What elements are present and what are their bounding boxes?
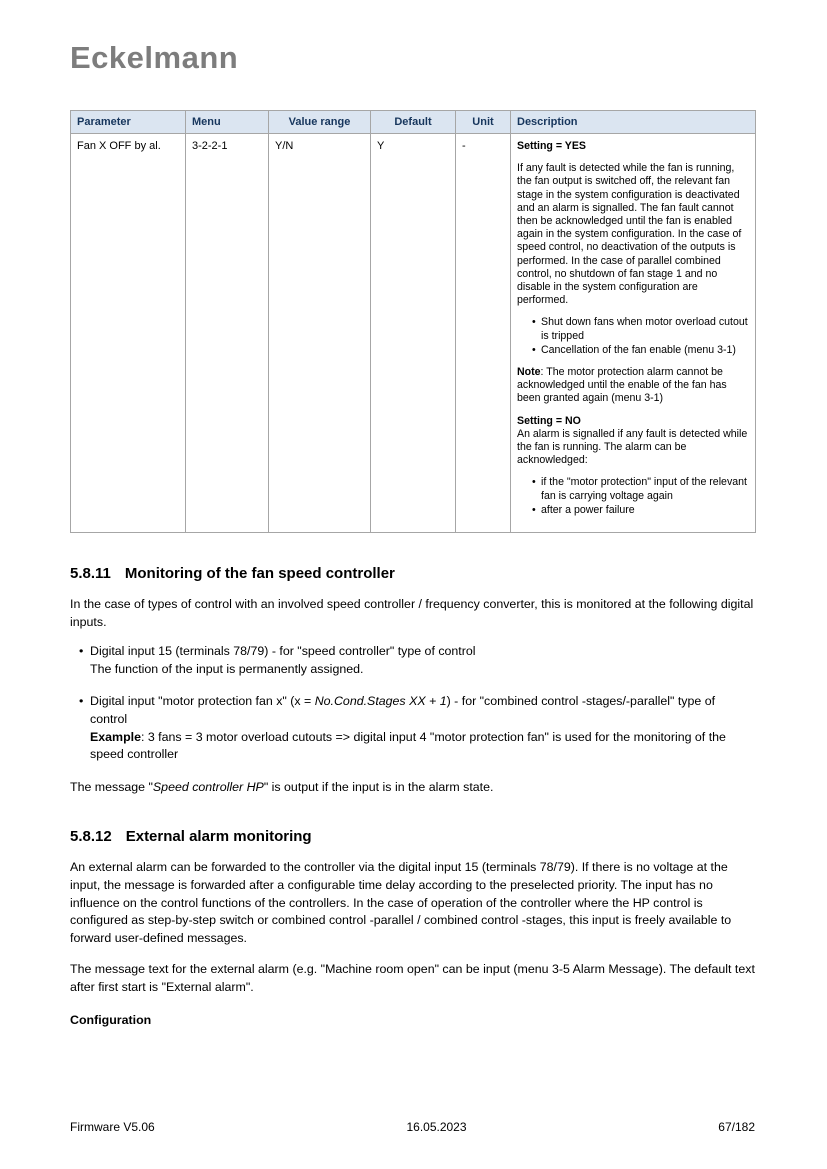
- page-footer: [70, 1120, 755, 1134]
- section-title: Monitoring of the fan speed controller: [124, 565, 395, 583]
- eckelmann-logo: Eckelmann: [70, 40, 239, 75]
- bullet2-part1: Digital input "motor protection fan x" (x =: [90, 694, 315, 709]
- bullet2-part2: ) - for "combined control -stages/-parallel" type of control: [90, 694, 716, 727]
- col-header-value-range: Value range: [269, 111, 371, 134]
- note-paragraph: [517, 366, 749, 406]
- cell-menu: 3-2-2-1: [186, 134, 269, 533]
- setting-no-label: Setting = NO: [517, 414, 581, 427]
- section1-intro: In the case of types of control with an involved speed controller / frequency converter, this is monitored at the following digital inputs.: [70, 597, 754, 629]
- setting-yes-text: If any fault is detected while the fan is running, the fan output is switched off, the relevant fan stage in the system configuration is deactivated and an alarm is signalled. The fan fault cannot then be acknowledged until the fan is enabled again in the system configuration. In the case of speed control, no deactivation of the outputs is performed. In the case of parallel combined control, no shutdown of fan stage 1 and no disable in the system configuration are performed.: [517, 162, 742, 307]
- setting-yes-label: Setting = YES: [517, 140, 586, 152]
- message-italic: Speed controller HP: [152, 779, 264, 794]
- list-item: • after a power failure: [541, 504, 749, 517]
- bullet1-line1: Digital input 15 (terminals 78/79) - for "speed controller" type of control: [90, 644, 476, 659]
- section-heading-5-8-11: [70, 565, 755, 582]
- col-header-unit: Unit: [456, 111, 511, 134]
- bullet2-italic: No.Cond.Stages XX + 1: [314, 694, 447, 709]
- footer-date: 16.05.2023: [406, 1120, 467, 1134]
- setting-yes-bullet-list: [517, 316, 749, 357]
- col-header-default: Default: [371, 111, 456, 134]
- page-content: [0, 40, 827, 1027]
- section-heading-5-8-12: [70, 828, 755, 845]
- col-header-description: Description: [511, 111, 756, 134]
- list-item: [90, 643, 755, 678]
- section1-message-paragraph: [70, 779, 755, 797]
- note-text: : The motor protection alarm cannot be acknowledged until the enable of the fan has been granted again (menu 3-1): [517, 366, 727, 405]
- section1-bullet-list: [70, 643, 755, 764]
- table-header-row: [71, 111, 756, 134]
- cell-unit: -: [456, 134, 511, 533]
- bullet1-line2: The function of the input is permanently assigned.: [90, 661, 364, 676]
- table-row: [71, 134, 756, 533]
- list-item: • if the "motor protection" input of the relevant fan is carrying voltage again: [541, 476, 749, 502]
- list-item: • Shut down fans when motor overload cutout is tripped: [541, 316, 749, 342]
- section-number: 5.8.11: [70, 565, 111, 583]
- cell-default: Y: [371, 134, 456, 533]
- parameter-table: [70, 110, 756, 533]
- col-header-parameter: Parameter: [71, 111, 186, 134]
- section-number: 5.8.12: [70, 828, 112, 846]
- setting-no-block: [517, 415, 749, 468]
- section-title: External alarm monitoring: [125, 828, 312, 846]
- note-label: Note: [517, 366, 541, 379]
- message-part1: The message ": [70, 779, 153, 794]
- cell-value-range: Y/N: [269, 134, 371, 533]
- list-item: [90, 693, 755, 763]
- section2-para1: An external alarm can be forwarded to the controller via the digital input 15 (terminals 78/79). If there is no voltage at the input, the message is forwarded after a configurable time delay according to the preselected priority. The input has no influence on the control functions of the controllers. In the case of operation of the controller where the HP control is configured as step-by-step switch or combined control -parallel / combined control -stages, this input is freely available to forward user-defined messages.: [70, 860, 732, 945]
- example-text: : 3 fans = 3 motor overload cutouts => digital input 4 "motor protection fan" is used for the monitoring of the speed controller: [90, 729, 726, 762]
- configuration-label: Configuration: [70, 1012, 152, 1027]
- section2-para2: The message text for the external alarm (e.g. "Machine room open" can be input (menu 3-5 Alarm Message). The default text after first start is "External alarm".: [70, 962, 755, 994]
- setting-no-bullet-list: [517, 476, 749, 517]
- example-label: Example: [90, 729, 141, 744]
- cell-description: [511, 134, 756, 533]
- col-header-menu: Menu: [186, 111, 269, 134]
- footer-firmware-version: Firmware V5.06: [70, 1120, 155, 1134]
- message-part2: " is output if the input is in the alarm state.: [263, 779, 494, 794]
- list-item: • Cancellation of the fan enable (menu 3-1): [541, 344, 749, 357]
- cell-parameter: Fan X OFF by al.: [71, 134, 186, 533]
- setting-no-text: An alarm is signalled if any fault is detected while the fan is running. The alarm can be acknowledged:: [517, 427, 748, 467]
- footer-page-number: 67/182: [718, 1120, 755, 1134]
